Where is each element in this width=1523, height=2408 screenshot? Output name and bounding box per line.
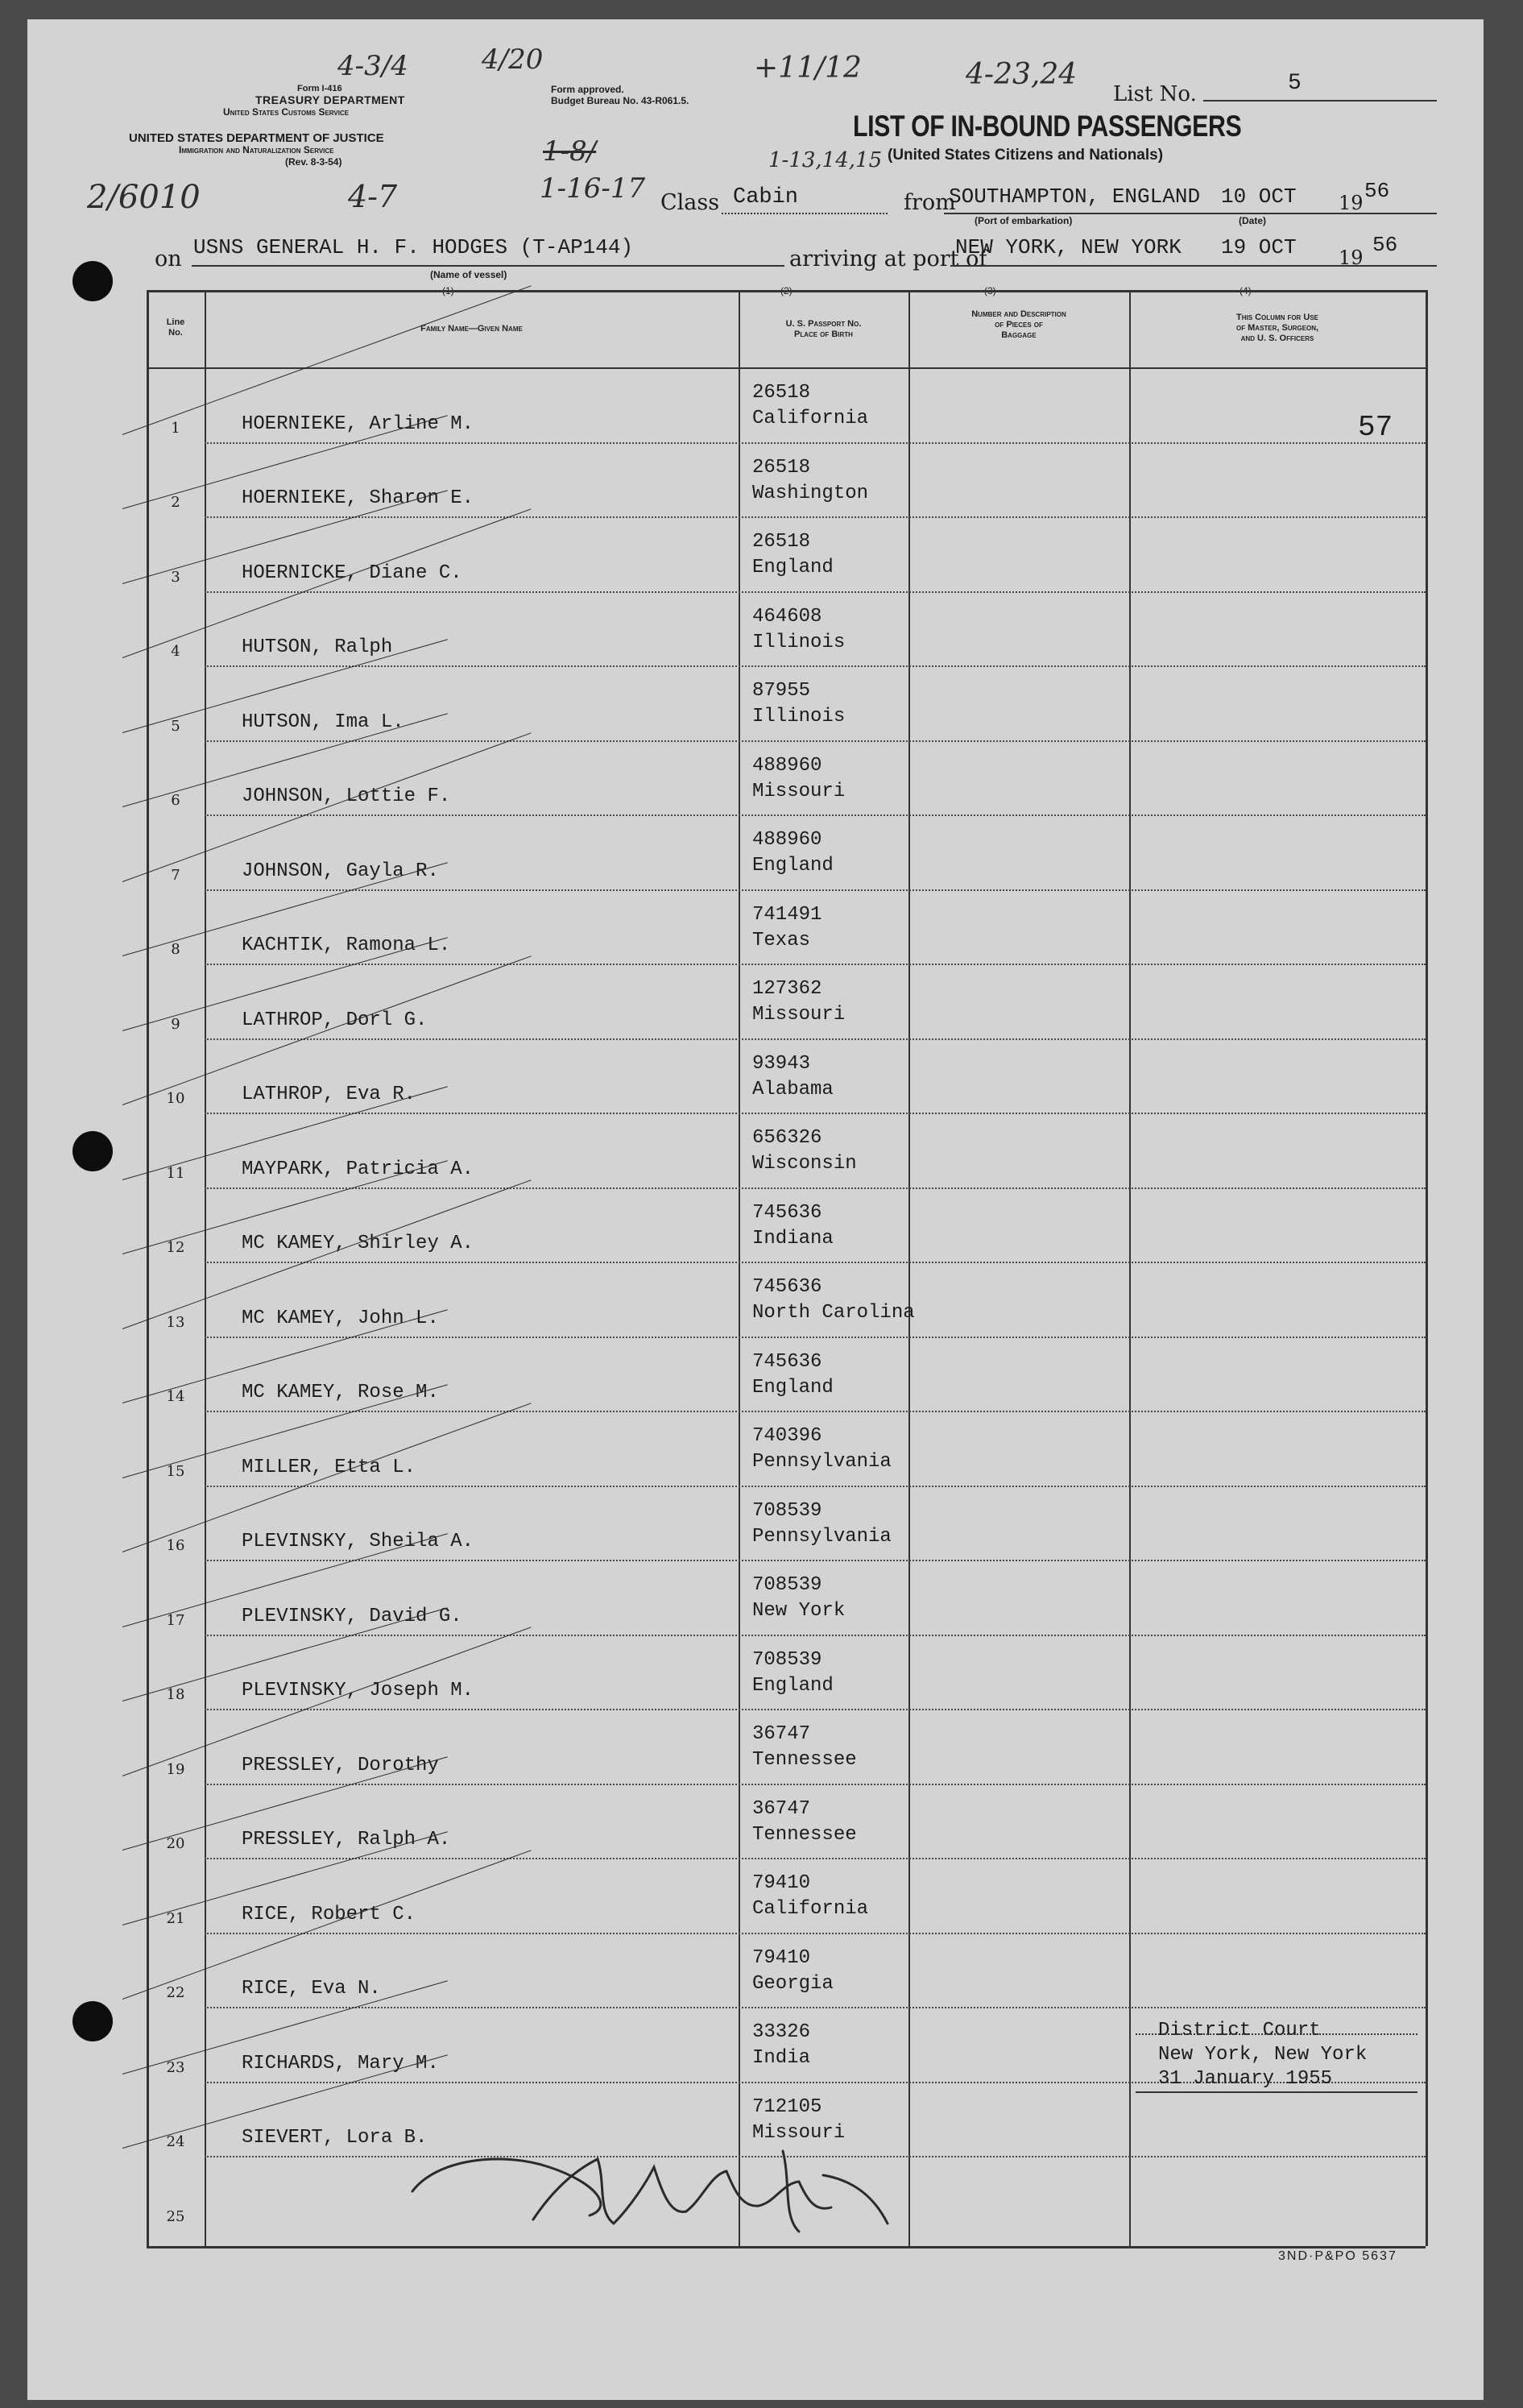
row-passenger-name: MC KAMEY, John L.	[242, 1307, 439, 1329]
table-row	[147, 964, 1426, 1038]
row-place-of-birth: Illinois	[752, 631, 846, 653]
table-row	[147, 1560, 1426, 1635]
court-note-line2: New York, New York	[1158, 2044, 1368, 2066]
row-passport-no: 488960	[752, 754, 822, 777]
budget-bureau: Budget Bureau No. 43-R061.5.	[551, 95, 689, 106]
table-row	[147, 1784, 1426, 1859]
row-line-number: 18	[166, 1686, 185, 1703]
row-line-number: 25	[166, 2207, 185, 2225]
table-row	[147, 516, 1426, 591]
row-place-of-birth: Pennsylvania	[752, 1451, 892, 1473]
on-label: on	[155, 247, 182, 271]
annotation-left-1: 2/6010	[87, 179, 201, 216]
row-passenger-name: LATHROP, Dorl G.	[242, 1009, 428, 1031]
row-line-number: 1	[171, 419, 180, 437]
annotation-mid-2: 1-13,14,15	[768, 148, 883, 172]
date-caption: (Date)	[1239, 215, 1267, 226]
row-place-of-birth: England	[752, 1674, 834, 1697]
approval-note: Form approved.	[551, 84, 624, 95]
row-passenger-name: PLEVINSKY, Joseph M.	[242, 1680, 474, 1701]
justice-department: UNITED STATES DEPARTMENT OF JUSTICE	[129, 131, 384, 145]
class-underline	[722, 213, 888, 214]
row-place-of-birth: England	[752, 855, 834, 877]
arrival-date: 19 OCT	[1221, 235, 1297, 259]
row-passenger-name: PRESSLEY, Dorothy	[242, 1754, 439, 1776]
header-baggage: Number and Description of Pieces of Baggage	[971, 309, 1066, 340]
row-place-of-birth: India	[752, 2047, 811, 2069]
row-passenger-name: HUTSON, Ralph	[242, 636, 393, 658]
row-place-of-birth: Georgia	[752, 1972, 834, 1995]
row-line-number: 2	[171, 494, 180, 511]
annotation-mid-1: 1-8/	[543, 135, 597, 168]
row-passport-no: 36747	[752, 1797, 811, 1820]
table-row	[147, 1038, 1426, 1113]
row-line-number: 16	[166, 1537, 185, 1554]
row-passport-no: 745636	[752, 1201, 822, 1224]
row-passport-no: 464608	[752, 605, 822, 628]
row-place-of-birth: England	[752, 557, 834, 578]
row-passport-no: 741491	[752, 903, 822, 926]
table-row	[147, 442, 1426, 517]
row-passenger-name: PRESSLEY, Ralph A.	[242, 1829, 451, 1851]
row-passport-no: 708539	[752, 1574, 822, 1596]
table-top-border	[147, 290, 1426, 292]
ins-service: Immigration and Naturalization Service	[179, 144, 334, 155]
header-line-no: Line No.	[166, 317, 185, 338]
port-embarkation-caption: (Port of embarkation)	[975, 215, 1073, 226]
annotation-top-4: 4-23,24	[966, 58, 1078, 91]
from-underline	[944, 213, 1437, 214]
row-passport-no: 36747	[752, 1723, 811, 1745]
row-line-number: 12	[166, 1239, 185, 1256]
row-line-number: 20	[166, 1835, 185, 1852]
vessel-underline	[192, 265, 784, 267]
header-passport: U. S. Passport No. Place of Birth	[785, 319, 862, 339]
row-place-of-birth: Indiana	[752, 1227, 834, 1250]
row-passenger-name: MC KAMEY, Rose M.	[242, 1382, 439, 1403]
row-passenger-name: HOERNIEKE, Arline M.	[242, 412, 474, 435]
row-line-number: 14	[166, 1388, 185, 1405]
row-place-of-birth: Missouri	[752, 2121, 846, 2144]
row-line-number: 8	[171, 941, 180, 958]
table-row	[147, 1411, 1426, 1486]
row-place-of-birth: Alabama	[752, 1078, 834, 1100]
row-passenger-name: HUTSON, Ima L.	[242, 711, 404, 733]
class-label: Class	[660, 190, 720, 215]
row-place-of-birth: Missouri	[752, 780, 846, 802]
row-passenger-name: PLEVINSKY, Sheila A.	[242, 1531, 474, 1552]
row-passenger-name: JOHNSON, Gayla R.	[242, 860, 439, 882]
table-row	[147, 889, 1426, 964]
officer-signature	[404, 2135, 904, 2240]
col2-label: (2)	[780, 285, 793, 296]
row-line-number: 13	[166, 1313, 185, 1331]
row-passport-no: 79410	[752, 1872, 811, 1894]
table-row	[147, 1262, 1426, 1337]
class-value: Cabin	[733, 185, 799, 209]
row-line-number: 22	[166, 1984, 185, 2001]
row-place-of-birth: California	[752, 408, 869, 429]
row-passport-no: 26518	[752, 382, 811, 404]
row-passenger-name: PLEVINSKY, David G.	[242, 1605, 462, 1627]
row-place-of-birth: Texas	[752, 929, 811, 951]
row-passport-no: 745636	[752, 1350, 822, 1373]
row-line-number: 17	[166, 1611, 185, 1629]
treasury-department: TREASURY DEPARTMENT	[255, 93, 405, 106]
row-passport-no: 745636	[752, 1276, 822, 1298]
row-place-of-birth: Illinois	[752, 706, 846, 727]
row-line-number: 21	[166, 1909, 185, 1927]
row-line-number: 11	[166, 1164, 185, 1182]
manifest-page	[27, 19, 1484, 2400]
list-no-value: 5	[1288, 71, 1302, 96]
row-line-number: 23	[166, 2058, 185, 2076]
vessel-caption: (Name of vessel)	[430, 269, 507, 280]
table-row	[147, 367, 1426, 442]
row-passenger-name: RICHARDS, Mary M.	[242, 2052, 439, 2074]
row-passport-no: 26518	[752, 531, 811, 553]
col3-label: (3)	[984, 285, 996, 296]
row-passport-no: 656326	[752, 1127, 822, 1149]
arrival-year-prefix: 19	[1339, 247, 1364, 269]
row-line-number: 5	[171, 717, 180, 735]
col1-label: (1)	[442, 285, 454, 296]
row-place-of-birth: Pennsylvania	[752, 1525, 892, 1548]
row-place-of-birth: Tennessee	[752, 1823, 857, 1846]
col4-label: (4)	[1240, 285, 1252, 296]
court-note-line1: District Court	[1158, 2020, 1321, 2041]
court-note-underline-2	[1136, 2091, 1417, 2093]
row-line-number: 24	[166, 2133, 185, 2150]
from-date: 10 OCT	[1221, 184, 1297, 209]
from-year-prefix: 19	[1339, 192, 1364, 214]
list-no-label: List No.	[1113, 82, 1197, 106]
court-note-line3: 31 January 1955	[1158, 2068, 1333, 2090]
from-label: from	[904, 190, 956, 215]
table-row	[147, 814, 1426, 889]
row-place-of-birth: Washington	[752, 482, 869, 504]
revision-date: (Rev. 8-3-54)	[285, 156, 342, 168]
table-row	[147, 1113, 1426, 1187]
table-row	[147, 1709, 1426, 1784]
row-place-of-birth: North Carolina	[752, 1302, 915, 1324]
table-row	[147, 1858, 1426, 1933]
punch-hole-bottom	[72, 2001, 113, 2041]
table-row	[147, 1486, 1426, 1560]
row-place-of-birth: Wisconsin	[752, 1153, 857, 1175]
arriving-label: arriving at port of	[789, 247, 987, 271]
row-line-number: 6	[171, 792, 180, 809]
from-year: 56	[1364, 179, 1390, 203]
row-passenger-name: MAYPARK, Patricia A.	[242, 1158, 474, 1180]
row-place-of-birth: New York	[752, 1600, 846, 1622]
list-title: LIST OF IN-BOUND PASSENGERS	[853, 110, 1242, 143]
row-place-of-birth: Tennessee	[752, 1749, 857, 1771]
table-row	[147, 665, 1426, 740]
court-note-underline-1	[1136, 2033, 1417, 2035]
annotation-mid-3: 1-16-17	[540, 172, 646, 205]
row-place-of-birth: England	[752, 1376, 834, 1399]
annotation-top-3: +11/12	[754, 52, 862, 85]
annotation-top-1: 4-3/4	[337, 50, 408, 82]
annotation-top-2: 4/20	[482, 44, 544, 76]
row-passenger-name: RICE, Robert C.	[242, 1903, 416, 1925]
row-passenger-name: HOERNIEKE, Sharon E.	[242, 487, 474, 509]
header-family-name: Family Name—Given Name	[420, 324, 523, 334]
vessel-name: USNS GENERAL H. F. HODGES (T-AP144)	[193, 235, 634, 259]
form-number: Form I-416	[297, 84, 342, 93]
officer-count: 57	[1358, 411, 1393, 444]
row-place-of-birth: Missouri	[752, 1004, 846, 1026]
row-passport-no: 93943	[752, 1052, 811, 1075]
row-passport-no: 127362	[752, 978, 822, 1000]
row-passenger-name: MC KAMEY, Shirley A.	[242, 1233, 474, 1254]
passenger-table	[147, 290, 1426, 2246]
header-officers: This Column for Use of Master, Surgeon, and U. S. Officers	[1235, 313, 1319, 343]
row-passenger-name: SIEVERT, Lora B.	[242, 2127, 428, 2149]
punch-hole-middle	[72, 1131, 113, 1171]
row-passenger-name: HOERNICKE, Diane C.	[242, 562, 462, 584]
row-line-number: 3	[171, 568, 180, 586]
row-passport-no: 33326	[752, 2021, 811, 2043]
row-line-number: 9	[171, 1015, 180, 1033]
list-subtitle: (United States Citizens and Nationals)	[888, 147, 1164, 164]
row-line-number: 7	[171, 866, 180, 884]
row-passport-no: 708539	[752, 1648, 822, 1671]
table-row	[147, 1933, 1426, 2008]
printer-code: 3ND·P&PO 5637	[1278, 2249, 1397, 2263]
row-line-number: 19	[166, 1760, 185, 1778]
row-passport-no: 708539	[752, 1499, 822, 1522]
row-passenger-name: JOHNSON, Lottie F.	[242, 785, 451, 807]
punch-hole-top	[72, 261, 113, 301]
row-line-number: 4	[171, 643, 180, 660]
row-line-number: 10	[166, 1090, 185, 1107]
row-place-of-birth: California	[752, 1898, 869, 1920]
row-passenger-name: MILLER, Etta L.	[242, 1456, 416, 1478]
table-right-border	[1426, 290, 1428, 2246]
customs-service: United States Customs Service	[223, 106, 350, 118]
row-passport-no: 740396	[752, 1425, 822, 1447]
row-passenger-name: RICE, Eva N.	[242, 1978, 381, 2000]
table-row	[147, 591, 1426, 666]
arrival-year: 56	[1372, 233, 1398, 257]
table-row	[147, 1337, 1426, 1411]
row-passport-no: 488960	[752, 829, 822, 851]
row-passport-no: 712105	[752, 2095, 822, 2118]
row-passport-no: 79410	[752, 1946, 811, 1969]
arrival-underline	[950, 265, 1437, 267]
row-passport-no: 87955	[752, 680, 811, 702]
row-line-number: 15	[166, 1462, 185, 1480]
arrival-port: NEW YORK, NEW YORK	[955, 235, 1182, 259]
annotation-left-2: 4-7	[348, 179, 398, 214]
row-passenger-name: LATHROP, Eva R.	[242, 1084, 416, 1105]
row-passenger-name: KACHTIK, Ramona L.	[242, 935, 451, 956]
table-bottom-border	[147, 2246, 1426, 2248]
list-no-underline	[1203, 100, 1437, 102]
from-port: SOUTHAMPTON, ENGLAND	[949, 184, 1201, 209]
row-passport-no: 26518	[752, 456, 811, 479]
